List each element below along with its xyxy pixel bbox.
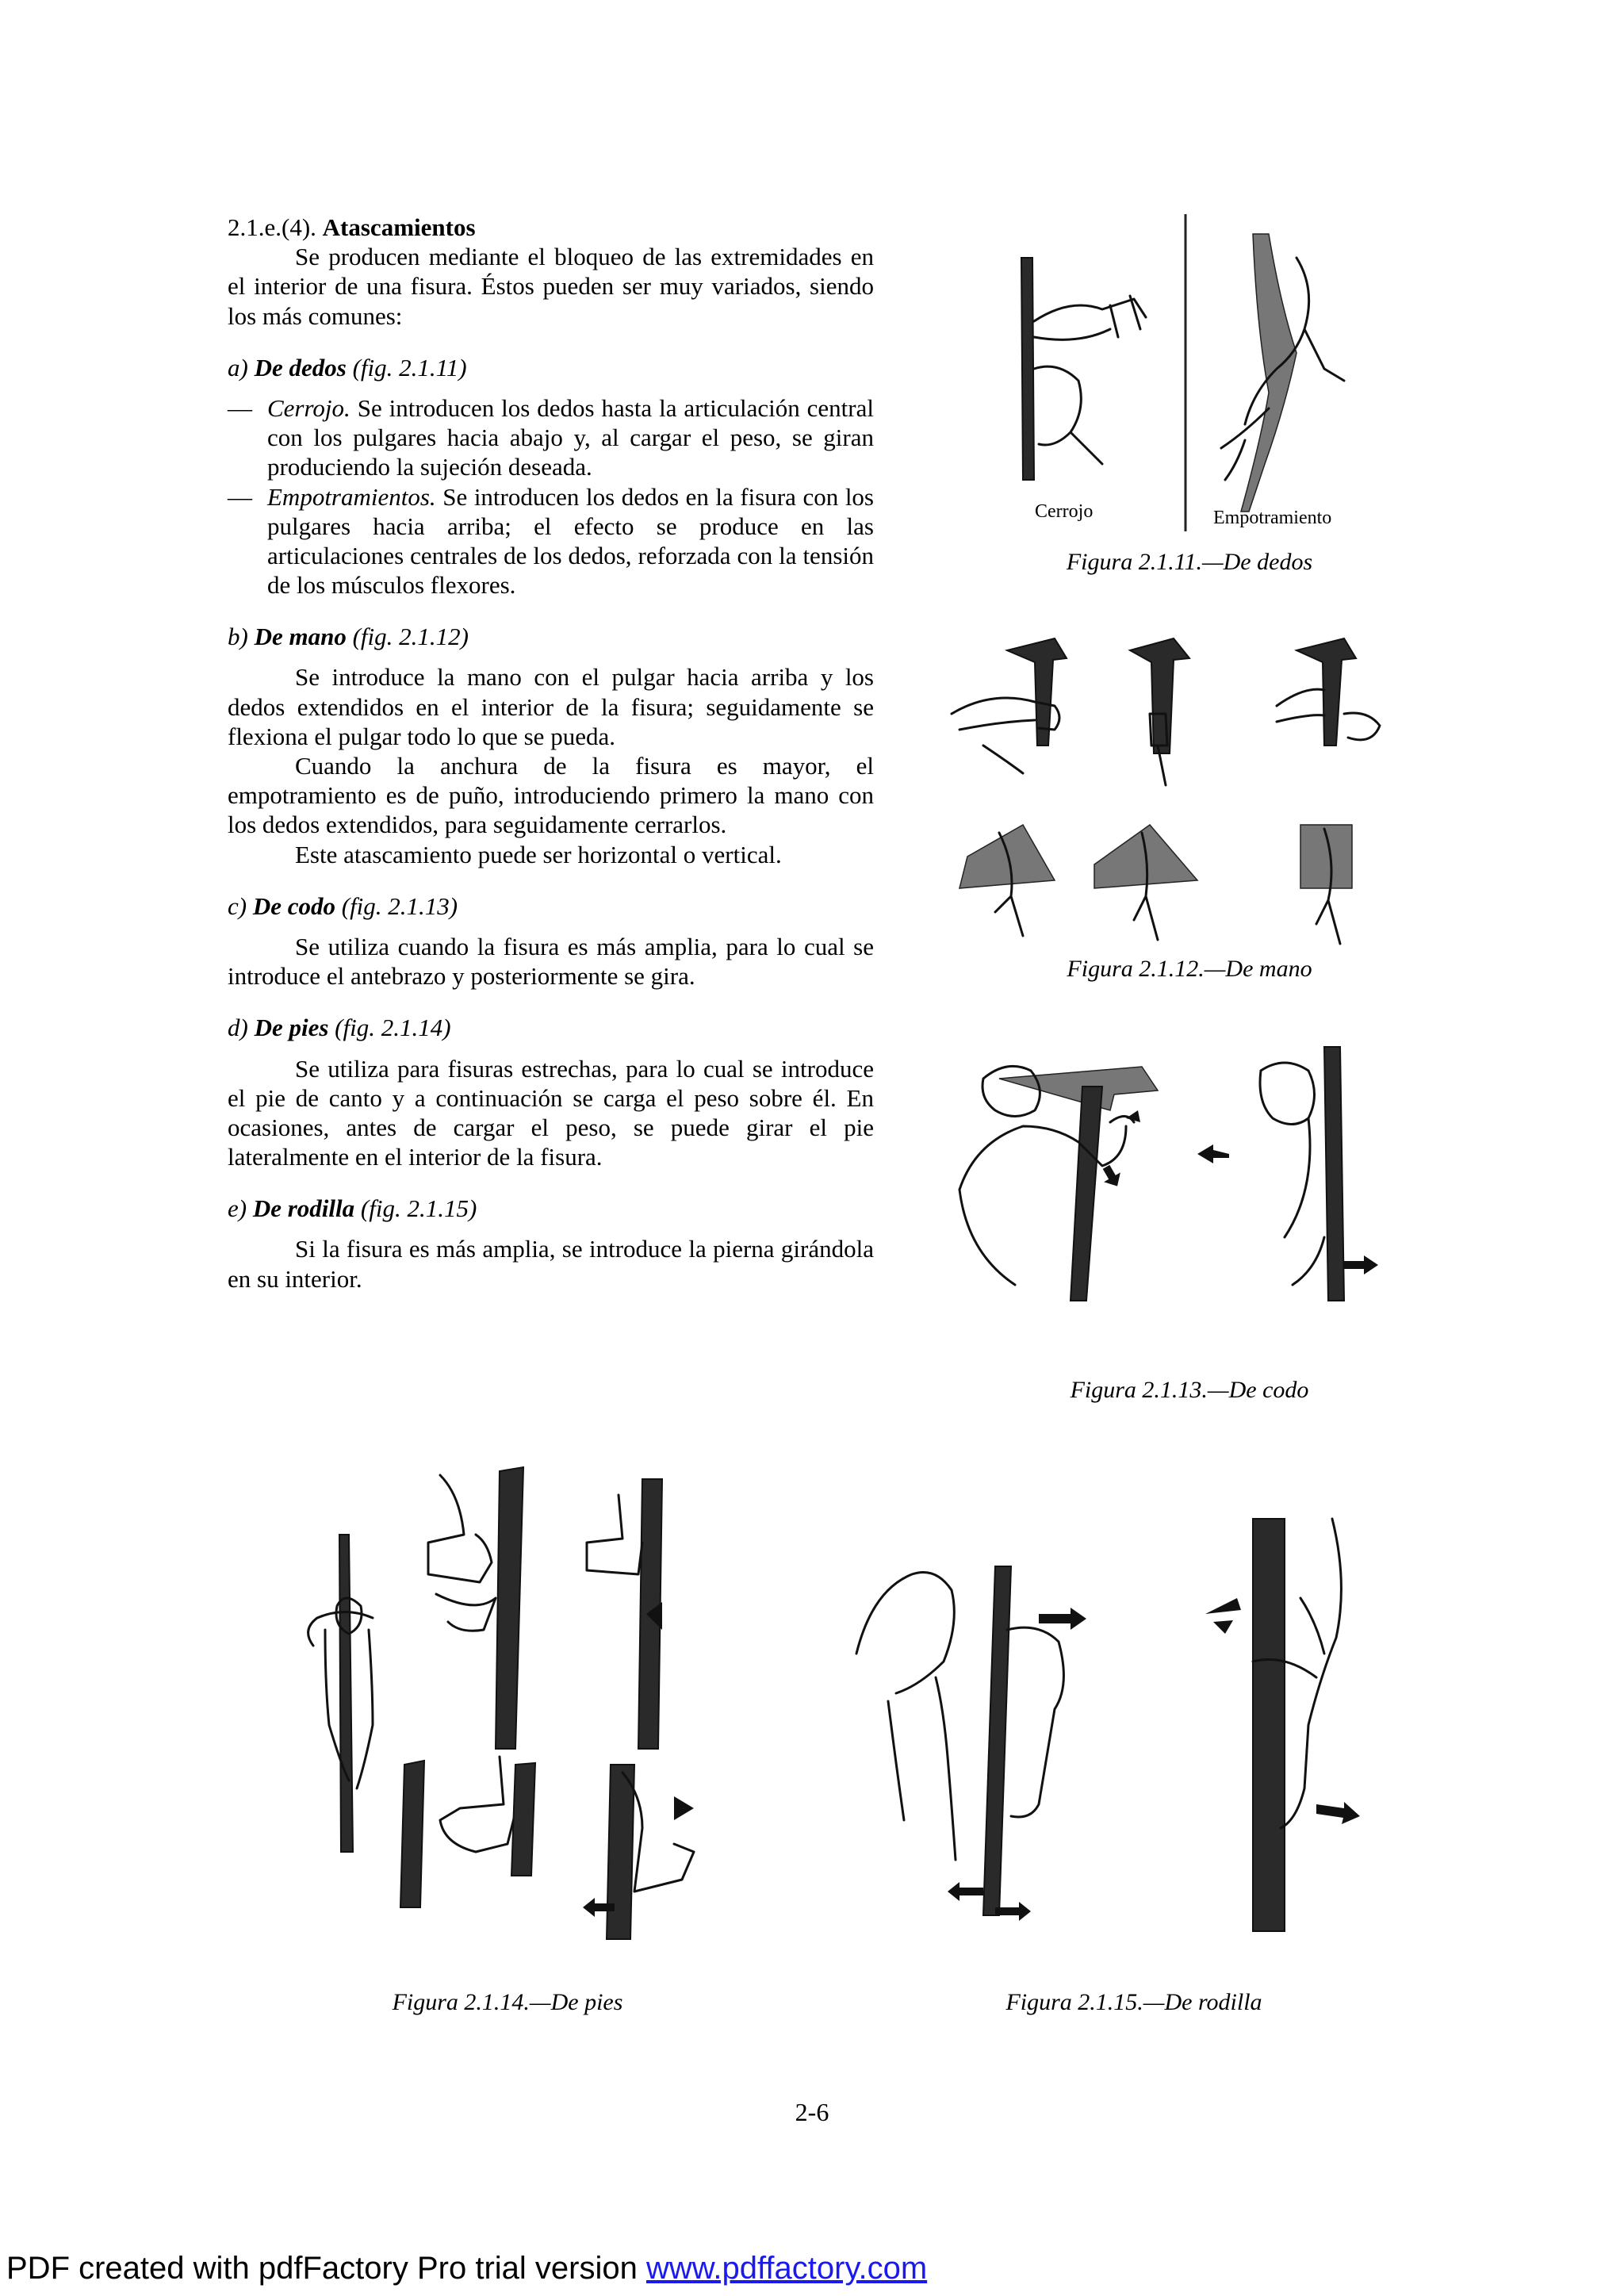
subheading-c bbox=[228, 891, 874, 921]
page-number: 2-6 bbox=[795, 2098, 829, 2126]
list-item-body bbox=[267, 393, 874, 482]
subheading-title: De rodilla bbox=[252, 1194, 355, 1223]
term: Empotramientos. bbox=[267, 482, 436, 511]
subheading-title: De pies bbox=[254, 1014, 329, 1042]
subheading-b bbox=[228, 622, 874, 651]
figure-2-1-12-illustration bbox=[936, 627, 1411, 952]
subheading-e bbox=[228, 1194, 874, 1223]
subheading-letter: d) bbox=[228, 1014, 248, 1042]
subheading-a bbox=[228, 353, 874, 382]
figure-caption-2-1-11: Figura 2.1.11.—De dedos bbox=[1066, 549, 1313, 575]
subheading-letter: c) bbox=[228, 891, 247, 920]
term: Cerrojo. bbox=[267, 393, 350, 422]
figure-reference: (fig. 2.1.13) bbox=[341, 891, 458, 920]
figure-caption-2-1-14: Figura 2.1.14.—De pies bbox=[392, 1989, 623, 2015]
subheading-d bbox=[228, 1013, 874, 1042]
figure-reference: (fig. 2.1.14) bbox=[335, 1014, 451, 1042]
heading-number: 2.1.e.(4). bbox=[228, 213, 316, 241]
paragraph: Se utiliza cuando la fisura es más amplia, para lo cual se introduce el antebrazo y posteriormente se gira. bbox=[228, 932, 874, 991]
term-description: Se introducen los dedos en la fisura con los pulgares hacia arriba; el efecto se produce en las articulaciones centrales de los dedos, reforzada con la tensión de los músculos flexores. bbox=[267, 482, 874, 600]
dash-marker: — bbox=[228, 393, 252, 422]
figure-caption-2-1-13: Figura 2.1.13.—De codo bbox=[1070, 1377, 1309, 1403]
term-description: Se introducen los dedos hasta la articulación central con los pulgares hacia abajo y, al cargar el peso, se giran produciendo la sujeción deseada. bbox=[267, 393, 874, 481]
list-item-cerrojo bbox=[228, 393, 874, 482]
paragraph: Cuando la anchura de la fisura es mayor, el empotramiento es de puño, introduciendo primero la mano con los dedos extendidos, para seguidamente cerrarlos. bbox=[228, 752, 874, 839]
subheading-title: De dedos bbox=[254, 353, 347, 381]
heading-title: Atascamientos bbox=[322, 213, 476, 241]
paragraph: Si la fisura es más amplia, se introduce la pierna girándola en su interior. bbox=[228, 1235, 874, 1293]
dash-marker: — bbox=[228, 482, 252, 511]
figure-label-cerrojo: Cerrojo bbox=[1035, 501, 1094, 522]
subheading-title: De codo bbox=[252, 891, 335, 920]
figure-2-1-14-illustration bbox=[270, 1447, 785, 1955]
figure-2-1-13-illustration bbox=[944, 1031, 1388, 1317]
list-item-body bbox=[267, 482, 874, 600]
figure-reference: (fig. 2.1.12) bbox=[352, 623, 469, 651]
intro-paragraph: Se producen mediante el bloqueo de las extremidades en el interior de una fisura. Éstos pueden ser muy variados, siendo los más comunes: bbox=[228, 243, 874, 330]
subheading-letter: a) bbox=[228, 353, 248, 381]
subheading-letter: e) bbox=[228, 1194, 247, 1223]
pdf-footer bbox=[6, 2251, 927, 2286]
section-heading bbox=[228, 213, 874, 242]
paragraph: Este atascamiento puede ser horizontal o vertical. bbox=[295, 840, 782, 868]
figure-2-1-11-illustration bbox=[983, 210, 1396, 543]
text-column bbox=[228, 213, 874, 1294]
figure-caption-2-1-12: Figura 2.1.12.—De mano bbox=[1067, 956, 1312, 982]
subheading-letter: b) bbox=[228, 623, 248, 651]
figure-caption-2-1-15: Figura 2.1.15.—De rodilla bbox=[1005, 1989, 1262, 2015]
figure-2-1-15-illustration bbox=[841, 1503, 1411, 1947]
list-item-empotramientos bbox=[228, 482, 874, 600]
figure-label-empotramiento: Empotramiento bbox=[1213, 508, 1332, 528]
footer-link[interactable]: www.pdffactory.com bbox=[645, 2251, 928, 2286]
subheading-title: De mano bbox=[254, 623, 347, 651]
footer-text: PDF created with pdfFactory Pro trial version bbox=[6, 2251, 646, 2286]
paragraph: Se introduce la mano con el pulgar hacia arriba y los dedos extendidos en el interior de la fisura; seguidamente se flexiona el pulgar todo lo que se pueda. bbox=[228, 663, 874, 750]
figure-reference: (fig. 2.1.15) bbox=[360, 1194, 477, 1223]
paragraph: Se utiliza para fisuras estrechas, para lo cual se introduce el pie de canto y a continuación se carga el peso sobre él. En ocasiones, antes de cargar el peso, se puede girar el pie lateralmente en el interior de la fisura. bbox=[228, 1054, 874, 1171]
figure-reference: (fig. 2.1.11) bbox=[352, 353, 467, 381]
